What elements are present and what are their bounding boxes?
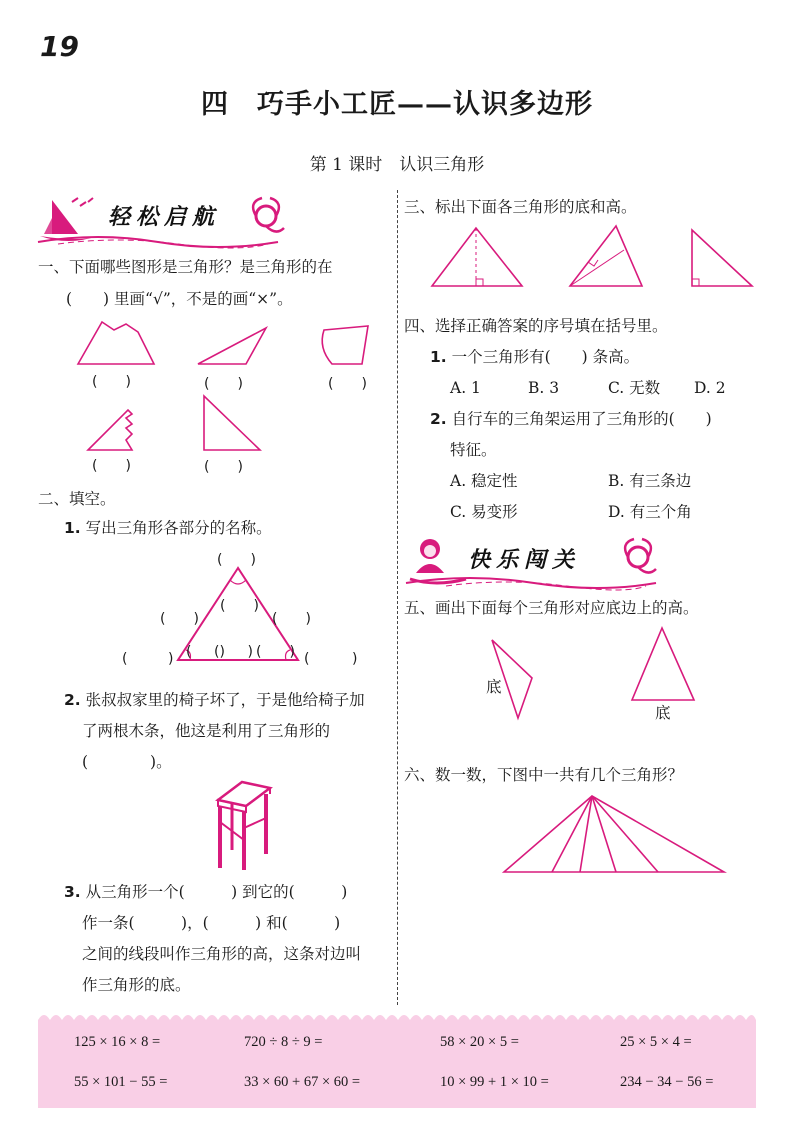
- q1-paren-1[interactable]: ( ): [92, 374, 131, 390]
- banner-easy-start-text: 轻松启航: [108, 205, 221, 230]
- q1-line2: ( ) 里画“√”，不是的画“×”。: [66, 290, 293, 308]
- q5-triangles: [480, 624, 710, 724]
- q3-triangles: [420, 222, 760, 294]
- q3-title: 三、标出下面各三角形的底和高。: [404, 198, 637, 216]
- q3-triangle-1: [432, 228, 522, 286]
- q2-s3: [64, 881, 394, 903]
- q2-s3-line4: 作三角形的底。: [82, 976, 191, 994]
- banner-happy-level-text: 快乐闯关: [468, 548, 581, 573]
- q2-s1: [64, 517, 272, 539]
- q1-shape-4: [88, 410, 132, 450]
- footer-expr-r1-c1: 125 × 16 × 8 =: [74, 1034, 161, 1050]
- q2-title: 二、填空。: [38, 490, 116, 508]
- q1-shape-3: [322, 326, 368, 364]
- q1-line1: 一、下面哪些图形是三角形？是三角形的在: [38, 258, 333, 276]
- q2-s2: [64, 689, 394, 711]
- footer-expr-r1-c4: 25 × 5 × 4 =: [620, 1034, 692, 1050]
- q2-label-left-side[interactable]: ( ): [160, 611, 199, 627]
- q6-title: 六、数一数，下图中一共有几个三角形？: [404, 766, 684, 784]
- footer-expr-r2-c2: 33 × 60 + 67 × 60 =: [244, 1074, 361, 1090]
- q4-title: 四、选择正确答案的序号填在括号里。: [404, 317, 668, 335]
- q4-s2-line2: 特征。: [450, 441, 497, 459]
- q2-s2-line3[interactable]: ( )。: [82, 753, 172, 771]
- q2-label-right-angle[interactable]: ( ): [256, 644, 295, 660]
- q4-s1-option-b[interactable]: B. 3: [528, 379, 560, 397]
- q4-s1-option-d[interactable]: D. 2: [694, 379, 726, 397]
- q2-s1-text: 写出三角形各部分的名称。: [85, 519, 272, 537]
- q2-label-right-vertex-open[interactable]: (: [304, 651, 310, 667]
- footer-expr-r2-c3: 10 × 99 + 1 × 10 =: [440, 1074, 549, 1090]
- q2-label-bottom-side[interactable]: ( ): [214, 644, 253, 660]
- footer-practice-panel: [38, 1010, 756, 1108]
- q1-shapes: [70, 318, 390, 478]
- q1-paren-2[interactable]: ( ): [204, 376, 243, 392]
- column-divider: [397, 190, 398, 1005]
- q1-paren-5[interactable]: ( ): [204, 459, 243, 475]
- q2-s2-num: 2.: [64, 691, 81, 709]
- q5-title: 五、画出下面每个三角形对应底边上的高。: [404, 599, 699, 617]
- swirl-flower-icon: [625, 539, 656, 573]
- q3-triangle-3: [692, 230, 752, 286]
- q1-paren-4[interactable]: ( ): [92, 458, 131, 474]
- q2-label-left-vertex-close: ): [168, 651, 174, 667]
- q4-s1: [430, 346, 639, 368]
- q3-triangle-2: [570, 226, 642, 286]
- q2-label-left-vertex-open[interactable]: (: [122, 651, 128, 667]
- q1-paren-3[interactable]: ( ): [328, 376, 367, 392]
- footer-expr-r2-c1: 55 × 101 − 55 =: [74, 1074, 168, 1090]
- stool-icon: [200, 778, 280, 873]
- q4-s2-option-a[interactable]: A. 稳定性: [450, 472, 518, 490]
- q4-s2: [430, 408, 712, 430]
- lesson-title: 第 1 课时 认识三角形: [309, 155, 485, 175]
- q4-s2-line1[interactable]: 自行车的三角架运用了三角形的( ): [451, 410, 712, 428]
- q2-s2-line2: 了两根木条，他这是利用了三角形的: [82, 722, 331, 740]
- q2-label-left-angle[interactable]: ( ): [186, 644, 225, 660]
- q4-s1-option-c[interactable]: C. 无数: [608, 379, 661, 397]
- q4-s1-text[interactable]: 一个三角形有( ) 条高。: [451, 348, 640, 366]
- q2-s3-num: 3.: [64, 883, 81, 901]
- q4-s2-option-c[interactable]: C. 易变形: [450, 503, 518, 521]
- q2-label-top-angle[interactable]: ( ): [220, 598, 259, 614]
- footer-expr-r1-c2: 720 ÷ 8 ÷ 9 =: [244, 1034, 323, 1050]
- q5-triangle-2: [632, 628, 694, 700]
- q4-s2-num: 2.: [430, 410, 447, 428]
- banner-happy-level: [406, 533, 662, 589]
- q6-triangle-figure: [500, 792, 730, 876]
- footer-expr-r2-c4: 234 − 34 − 56 =: [620, 1074, 714, 1090]
- q2-s3-line3: 之间的线段叫作三角形的高，这条对边叫: [82, 945, 362, 963]
- q4-s1-num: 1.: [430, 348, 447, 366]
- footer-background: [38, 1010, 756, 1108]
- q5-base-label-1: 底: [486, 678, 502, 696]
- footer-expr-r1-c3: 58 × 20 × 5 =: [440, 1034, 519, 1050]
- q4-s1-option-a[interactable]: A. 1: [450, 379, 481, 397]
- q2-s2-line1: 张叔叔家里的椅子坏了，于是他给椅子加: [85, 691, 365, 709]
- q2-label-right-vertex-close: ): [352, 651, 358, 667]
- q2-label-top-vertex[interactable]: ( ): [217, 552, 256, 568]
- swirl-flower-icon: [253, 198, 284, 232]
- unit-title: 四 巧手小工匠——认识多边形: [201, 89, 593, 120]
- q2-s3-line2[interactable]: 作一条( )，( ) 和( ): [82, 914, 341, 932]
- q1-shape-2: [198, 328, 266, 364]
- page-number: 19: [40, 30, 79, 63]
- q1-shape-1: [78, 322, 154, 364]
- q1-shape-5: [204, 396, 260, 450]
- q4-s2-option-b[interactable]: B. 有三条边: [608, 472, 692, 490]
- q2-label-right-side[interactable]: ( ): [272, 611, 311, 627]
- q5-base-label-2: 底: [655, 704, 671, 722]
- q2-s1-num: 1.: [64, 519, 81, 537]
- q2-s3-line1[interactable]: 从三角形一个( ) 到它的( ): [85, 883, 348, 901]
- banner-easy-start: [38, 192, 288, 248]
- q4-s2-option-d[interactable]: D. 有三个角: [608, 503, 692, 521]
